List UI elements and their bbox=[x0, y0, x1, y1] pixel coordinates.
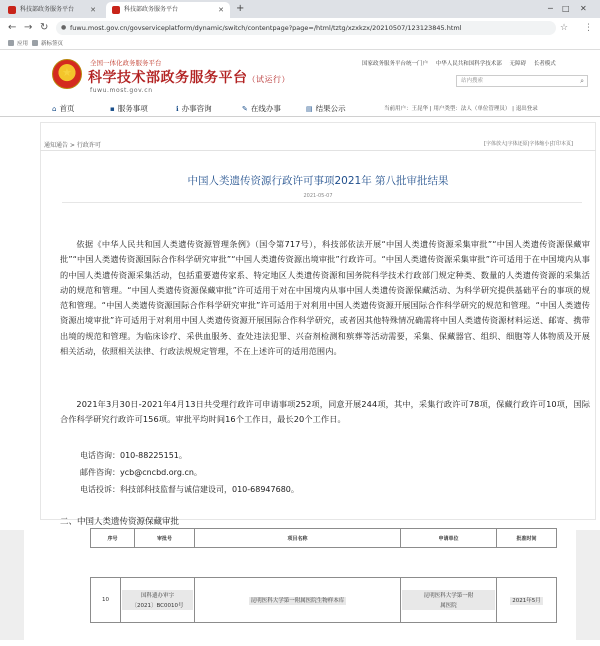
header-applicant: 申请单位 bbox=[401, 529, 497, 548]
approval-no-line2: 〔2021〕BC0010号 bbox=[122, 600, 193, 610]
close-icon[interactable]: ✕ bbox=[218, 6, 224, 14]
pen-icon: ✎ bbox=[242, 105, 248, 113]
page-margin bbox=[576, 530, 600, 640]
top-links bbox=[362, 59, 562, 67]
bookmark-apps-label: 应用 bbox=[17, 41, 29, 47]
table-row bbox=[91, 578, 557, 623]
header-approval-no: 审批号 bbox=[135, 529, 195, 548]
browser-tab-2[interactable] bbox=[106, 2, 230, 18]
nav-results[interactable] bbox=[306, 101, 346, 117]
favicon-icon bbox=[112, 6, 120, 14]
browser-tab-1-label: 科技部政务服务平台 bbox=[20, 6, 75, 13]
site-domain: fuwu.most.gov.cn bbox=[90, 87, 153, 94]
site-top-caption: 全国一体化政务服务平台 bbox=[90, 59, 162, 67]
bookmark-apps[interactable] bbox=[8, 38, 28, 50]
nav-service-label: 服务事项 bbox=[117, 104, 148, 113]
menu-icon[interactable]: ⋮ bbox=[584, 23, 593, 33]
address-row bbox=[0, 18, 600, 38]
home-icon: ⌂ bbox=[52, 105, 57, 113]
address-bar[interactable] bbox=[56, 21, 556, 35]
site-title[interactable] bbox=[88, 67, 290, 87]
cell-date bbox=[497, 578, 557, 623]
section-title: 二、中国人类遗传资源保藏审批 bbox=[60, 517, 180, 527]
address-url: fuwu.most.gov.cn/govserviceplatform/dynamic/switch/contentpage?page=/html/tztg/xzxkzx/20210507/123123845.html bbox=[70, 24, 462, 32]
contact-email: 邮件咨询：ycb@cncbd.org.cn。 bbox=[80, 468, 202, 477]
bookmark-new-tab[interactable] bbox=[32, 38, 63, 50]
page-icon bbox=[32, 40, 38, 46]
browser-tab-strip bbox=[0, 0, 600, 18]
nav-online-label: 在线办事 bbox=[250, 104, 281, 113]
bookmark-new-tab-label: 新标签页 bbox=[41, 41, 64, 47]
top-link-accessibility[interactable]: 无障碍 bbox=[509, 61, 527, 67]
forward-arrow-icon[interactable]: → bbox=[24, 22, 33, 33]
national-emblem-icon: ★ bbox=[52, 59, 82, 89]
maximize-icon[interactable]: □ bbox=[562, 4, 570, 13]
bookmarks-bar bbox=[0, 38, 600, 50]
back-arrow-icon[interactable]: ← bbox=[8, 22, 17, 33]
top-link-elder-mode[interactable]: 长者模式 bbox=[533, 61, 556, 67]
apps-grid-icon bbox=[8, 40, 14, 46]
header-project: 项目名称 bbox=[195, 529, 401, 548]
close-icon[interactable]: ✕ bbox=[90, 6, 96, 14]
body-paragraph-1: 依据《中华人民共和国人类遗传资源管理条例》（国令第717号），科技部依法开展“中国人类遗传资源采集审批”“中国人类遗传资源保藏审批”“中国人类遗传资源国际合作科学研究审批”“中国人类遗传资源出境审批”行政许可。“中国人类遗传资源采集审批”许可适用于在中国境内从事的中国人类遗传资源采集活动，包括重要遗传家系、特定地区人类遗传资源和国务院科学技术行政部门规定种类、数量的人类遗传资源的采集活动的规范和管理。“中国人类遗传资源保藏审批”许可适用于对在中国境内从事中国人类遗传资源保藏活动、为科学研究提供基础平台的事项的规范和管理。“中国人类遗传资源国际合作科学研究审批”许可适用于对利用中国人类遗传资源开展国际合作科学研究的规范和管理。“中国人类遗传资源出境审批”许可适用于对利用中国人类遗传资源开展国际合作科学研究，或者因其他特殊情况确需将中国人类遗传资源材料运送、邮寄、携带出境的规范和管理。为临床诊疗、采供血服务、查处违法犯罪、兴奋剂检测和殡葬等活动需要，采集、保藏器官、组织、细胞等人体物质及开展相关活动，依照相关法律、行政法规规定管理，不在上述许可的适用范围内。 bbox=[60, 239, 590, 357]
new-tab-button[interactable]: + bbox=[236, 3, 245, 14]
site-title-text: 科学技术部政务服务平台 bbox=[88, 70, 248, 86]
nav-consult[interactable] bbox=[176, 101, 212, 117]
font-size-utilities[interactable]: [字体放大|字体还原|字体缩小|打印本页] bbox=[484, 141, 573, 147]
favicon-icon bbox=[8, 6, 16, 14]
page-margin bbox=[0, 530, 24, 640]
nav-service-items[interactable] bbox=[110, 101, 148, 117]
approval-table-header bbox=[90, 528, 557, 548]
approval-date: 2021年5月 bbox=[512, 598, 541, 604]
top-link-portal[interactable]: 国家政务服务平台统一门户 bbox=[362, 61, 429, 67]
cell-applicant bbox=[401, 578, 497, 623]
top-link-ministry[interactable]: 中华人民共和国科学技术部 bbox=[435, 61, 502, 67]
site-header bbox=[0, 51, 600, 101]
nav-results-label: 结果公示 bbox=[315, 104, 346, 113]
nav-home[interactable] bbox=[52, 101, 74, 117]
cell-approval-no bbox=[121, 578, 195, 623]
user-info[interactable]: 当前用户：王昆华 | 用户类型：法人（单位管理员） | 退出登录 bbox=[384, 106, 538, 112]
reload-icon[interactable]: ↻ bbox=[40, 22, 49, 33]
applicant-line2: 属医院 bbox=[402, 600, 495, 610]
contact-phone: 电话咨询：010-88225151。 bbox=[80, 451, 187, 460]
site-trial-label: （试运行） bbox=[247, 75, 290, 84]
search-icon[interactable]: ⌕ bbox=[580, 77, 584, 85]
divider bbox=[62, 202, 582, 203]
info-icon: ℹ bbox=[176, 105, 179, 113]
project-name: 昆明医科大学第一附属医院生物样本库 bbox=[250, 598, 345, 604]
divider bbox=[40, 150, 596, 151]
contact-complaint: 电话投诉：科技部科技监督与诚信建设司，010-68947680。 bbox=[80, 485, 299, 494]
approval-table-body bbox=[90, 577, 557, 623]
site-search-input[interactable] bbox=[456, 75, 588, 87]
header-date: 批准时间 bbox=[497, 529, 557, 548]
minimize-icon[interactable]: ─ bbox=[548, 4, 553, 13]
cart-icon: ▪ bbox=[110, 105, 115, 113]
publish-date: 2021-05-07 bbox=[303, 193, 333, 199]
page-title: 中国人类遗传资源行政许可事项2021年 第八批审批结果 bbox=[187, 175, 449, 187]
approval-no-line1: 国科遗办审字 bbox=[122, 590, 193, 600]
window-close-icon[interactable]: ✕ bbox=[580, 4, 587, 13]
applicant-line1: 昆明医科大学第一附 bbox=[402, 590, 495, 600]
nav-online[interactable] bbox=[242, 101, 281, 117]
header-num: 序号 bbox=[91, 529, 135, 548]
cell-num: 10 bbox=[91, 578, 121, 623]
cell-project bbox=[195, 578, 401, 623]
breadcrumb[interactable]: 通知通告 > 行政许可 bbox=[44, 142, 101, 149]
nav-home-label: 首页 bbox=[59, 104, 75, 113]
body-paragraph-2: 2021年3月30日-2021年4月13日共受理行政许可申请事项252项，同意开展244项，其中，采集行政许可78项，保藏行政许可10项，国际合作科学研究行政许可156项。审批平均时间16个工作日，最长20个工作日。 bbox=[60, 399, 590, 425]
browser-tab-1[interactable] bbox=[2, 2, 102, 18]
table-header-row bbox=[91, 529, 557, 548]
nav-consult-label: 办事咨询 bbox=[181, 104, 212, 113]
main-nav bbox=[0, 101, 600, 117]
doc-icon: ▤ bbox=[306, 105, 313, 113]
browser-tab-2-label: 科技部政务服务平台 bbox=[124, 6, 179, 13]
search-placeholder: 站内搜索 bbox=[461, 78, 484, 84]
lock-icon: ● bbox=[61, 24, 67, 31]
bookmark-star-icon[interactable]: ☆ bbox=[560, 23, 569, 33]
